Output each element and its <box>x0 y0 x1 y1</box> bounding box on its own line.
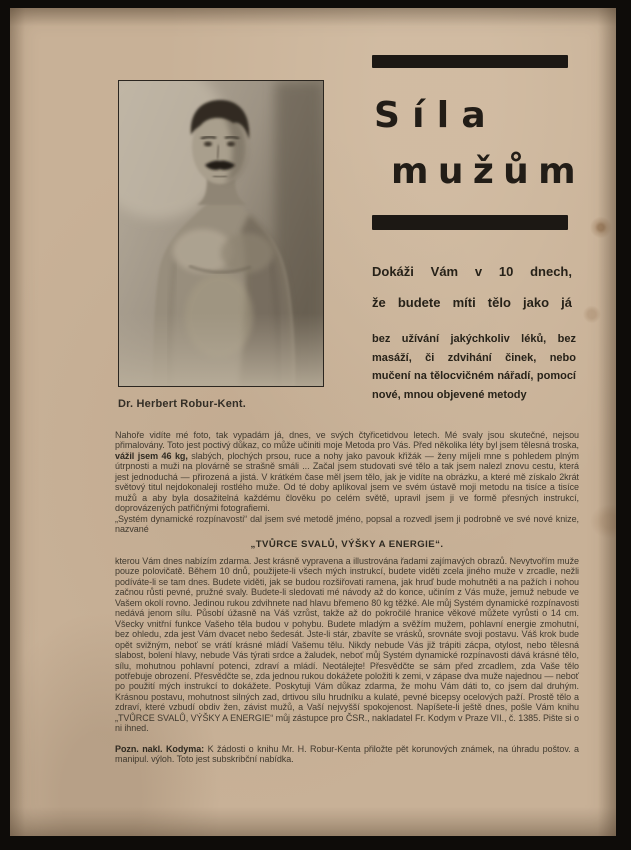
portrait-illustration <box>119 81 323 386</box>
lead-line-2: že budete míti tělo jako já <box>372 295 572 310</box>
portrait-photo <box>118 80 324 387</box>
book-title-heading: „TVŮRCE SVALŮ, VÝŠKY A ENERGIE“. <box>250 538 444 550</box>
body-paragraph: kterou Vám dnes nabízím zdarma. Jest krásně vypravena a illustrována řadami zajímavých obrazů. Nevytvořím muže pouze polovičatě. Během 10 dnů, použijete-li všech mých instrukcí, budete viděti zcela jiného muže v zrcadle, nežli podíváte-li se tam dnes. Budete viděti, jak se budou rozšiřovati ramena, jak hruď bude mohutněti a na pažích i nohou začnou růsti pevné, pružné svaly. Budete-li sledovati mé návody až do konce, učiním z Vás muže, jemuž nebude ve Vašem okolí rovno. Jedinou rukou zdvihnete nad hlavu břemeno 80 kg těžké. Ale můj Systém dynamické rozpínavosti nedává jenom sílu. Působí úžasně na Váš vzrůst, takže až do pokročilé hranice věkové můžete vyrůsti o 14 cm. Všecky vnitřní funkce Vašeho těla budou v pohybu. Budete mladým a svěžím mužem, pohlavní energie zmohutní, bez ohledu, zda jest Vám dvacet nebo šedesát. Jste-li stár, zbavíte se vrásků, srovnáte svoji postavu. Váš krok bude opět svižným, neboť se vrátí krásné mládí Vašemu tělu. Nikdy nebude Vás již trápiti zácpa, otylost, nebo tělesná slabost, bolení hlavy, nebude Vás týrati srdce a žaludek, neboť můj Systém dynamické rozpínavosti dává krásné tělo, sílu, mohutnou pohlavní potenci, zdraví a mládí. Neotálejte! Přesvědčte se sám před zrcadlem, zda Vaše tělo potřebuje obrození. Přesvědčte se, zda jednou rukou dokážete položiti k zemi, v zápase dva muže najednou — neboť po použití mých instrukcí to dokážete. Poskytuji Vám důkaz zdarma, že mohu Vám dáti to, co jsem dal druhým. Krásnou postavu, mohutnost silných zad, drtivou sílu hrudníku a kulaté, pevné bicepsy ocelových paží. Prostě tělo a zdraví, které vzbudí obdiv žen, závist mužů, a Vaší nejvyšší spokojenost. Napíšete-li ještě dnes, pošle Vám knihu „TVŮRCE SVALŮ, VÝŠKY A ENERGIE“ můj zástupce pro ČSR., nakladatel Fr. Kodym v Praze VII., č. 1385. Pište si o ni ihned. <box>115 555 579 734</box>
body-paragraph: Nahoře vidíte mé foto, tak vypadám já, dnes, ve svých čtyřicetidvou letech. Mé svaly jsou skutečné, nejsou přimalovány. Toto jest poctivý důkaz, co může učiniti moje Metoda pro Vás. Před několika léty byl jsem tělesná troska, vážil jsem 46 kg, slabých, plochých prsou, ruce a nohy jako pavouk křižák — ženy míjeli mne s pohledem plným útrpnosti a muži na plovárně se strašně smáli ... Začal jsem studovati své tělo a tak jsem nalezl znovu cestu, která jest jednoduchá — přirozená a jistá. V krátkém čase měl jsem tělo, jak je vidíte na obrázku, a které mě získalo 2krát světový titul nejdokonaleji rostlého muže. Od té doby aplikoval jsem ve svém ústavě moji metodu na tisíce a tisíce mužů a aby byla dosažitelná každému člověku po celém světě, upravil jsem ji ve formě přesných instrukcí, doprovázených patřičnými fotografiemi. <box>115 430 579 514</box>
article-body <box>115 430 579 765</box>
lead-line-1: Dokáži Vám v 10 dnech, <box>372 264 572 279</box>
top-rule <box>372 55 568 68</box>
mid-rule <box>372 215 568 230</box>
publisher-note: Pozn. nakl. Kodyma: K žádosti o knihu Mr. H. Robur-Kenta přiložte pět korunových známek, na úhradu poštov. a manipul. výloh. Toto jest subskribční nabídka. <box>115 743 579 765</box>
headline-word-2: mužům <box>391 151 586 192</box>
photo-caption: Dr. Herbert Robur-Kent. <box>118 398 247 410</box>
magazine-page <box>10 8 616 836</box>
method-claim: bez užívání jakýchkoliv léků, bez masáží, či zdvihání činek, nebo mučení na tělocvičném nářadí, pomocí nové, mnou objevené metody <box>372 333 576 401</box>
lead-claim <box>372 256 572 318</box>
body-paragraph: „Systém dynamické rozpínavosti“ dal jsem své metodě jméno, popsal a rozvedl jsem ji podrobně ve své nové knize, nazvané <box>115 513 579 535</box>
headline-word-1: Síla <box>374 95 498 136</box>
